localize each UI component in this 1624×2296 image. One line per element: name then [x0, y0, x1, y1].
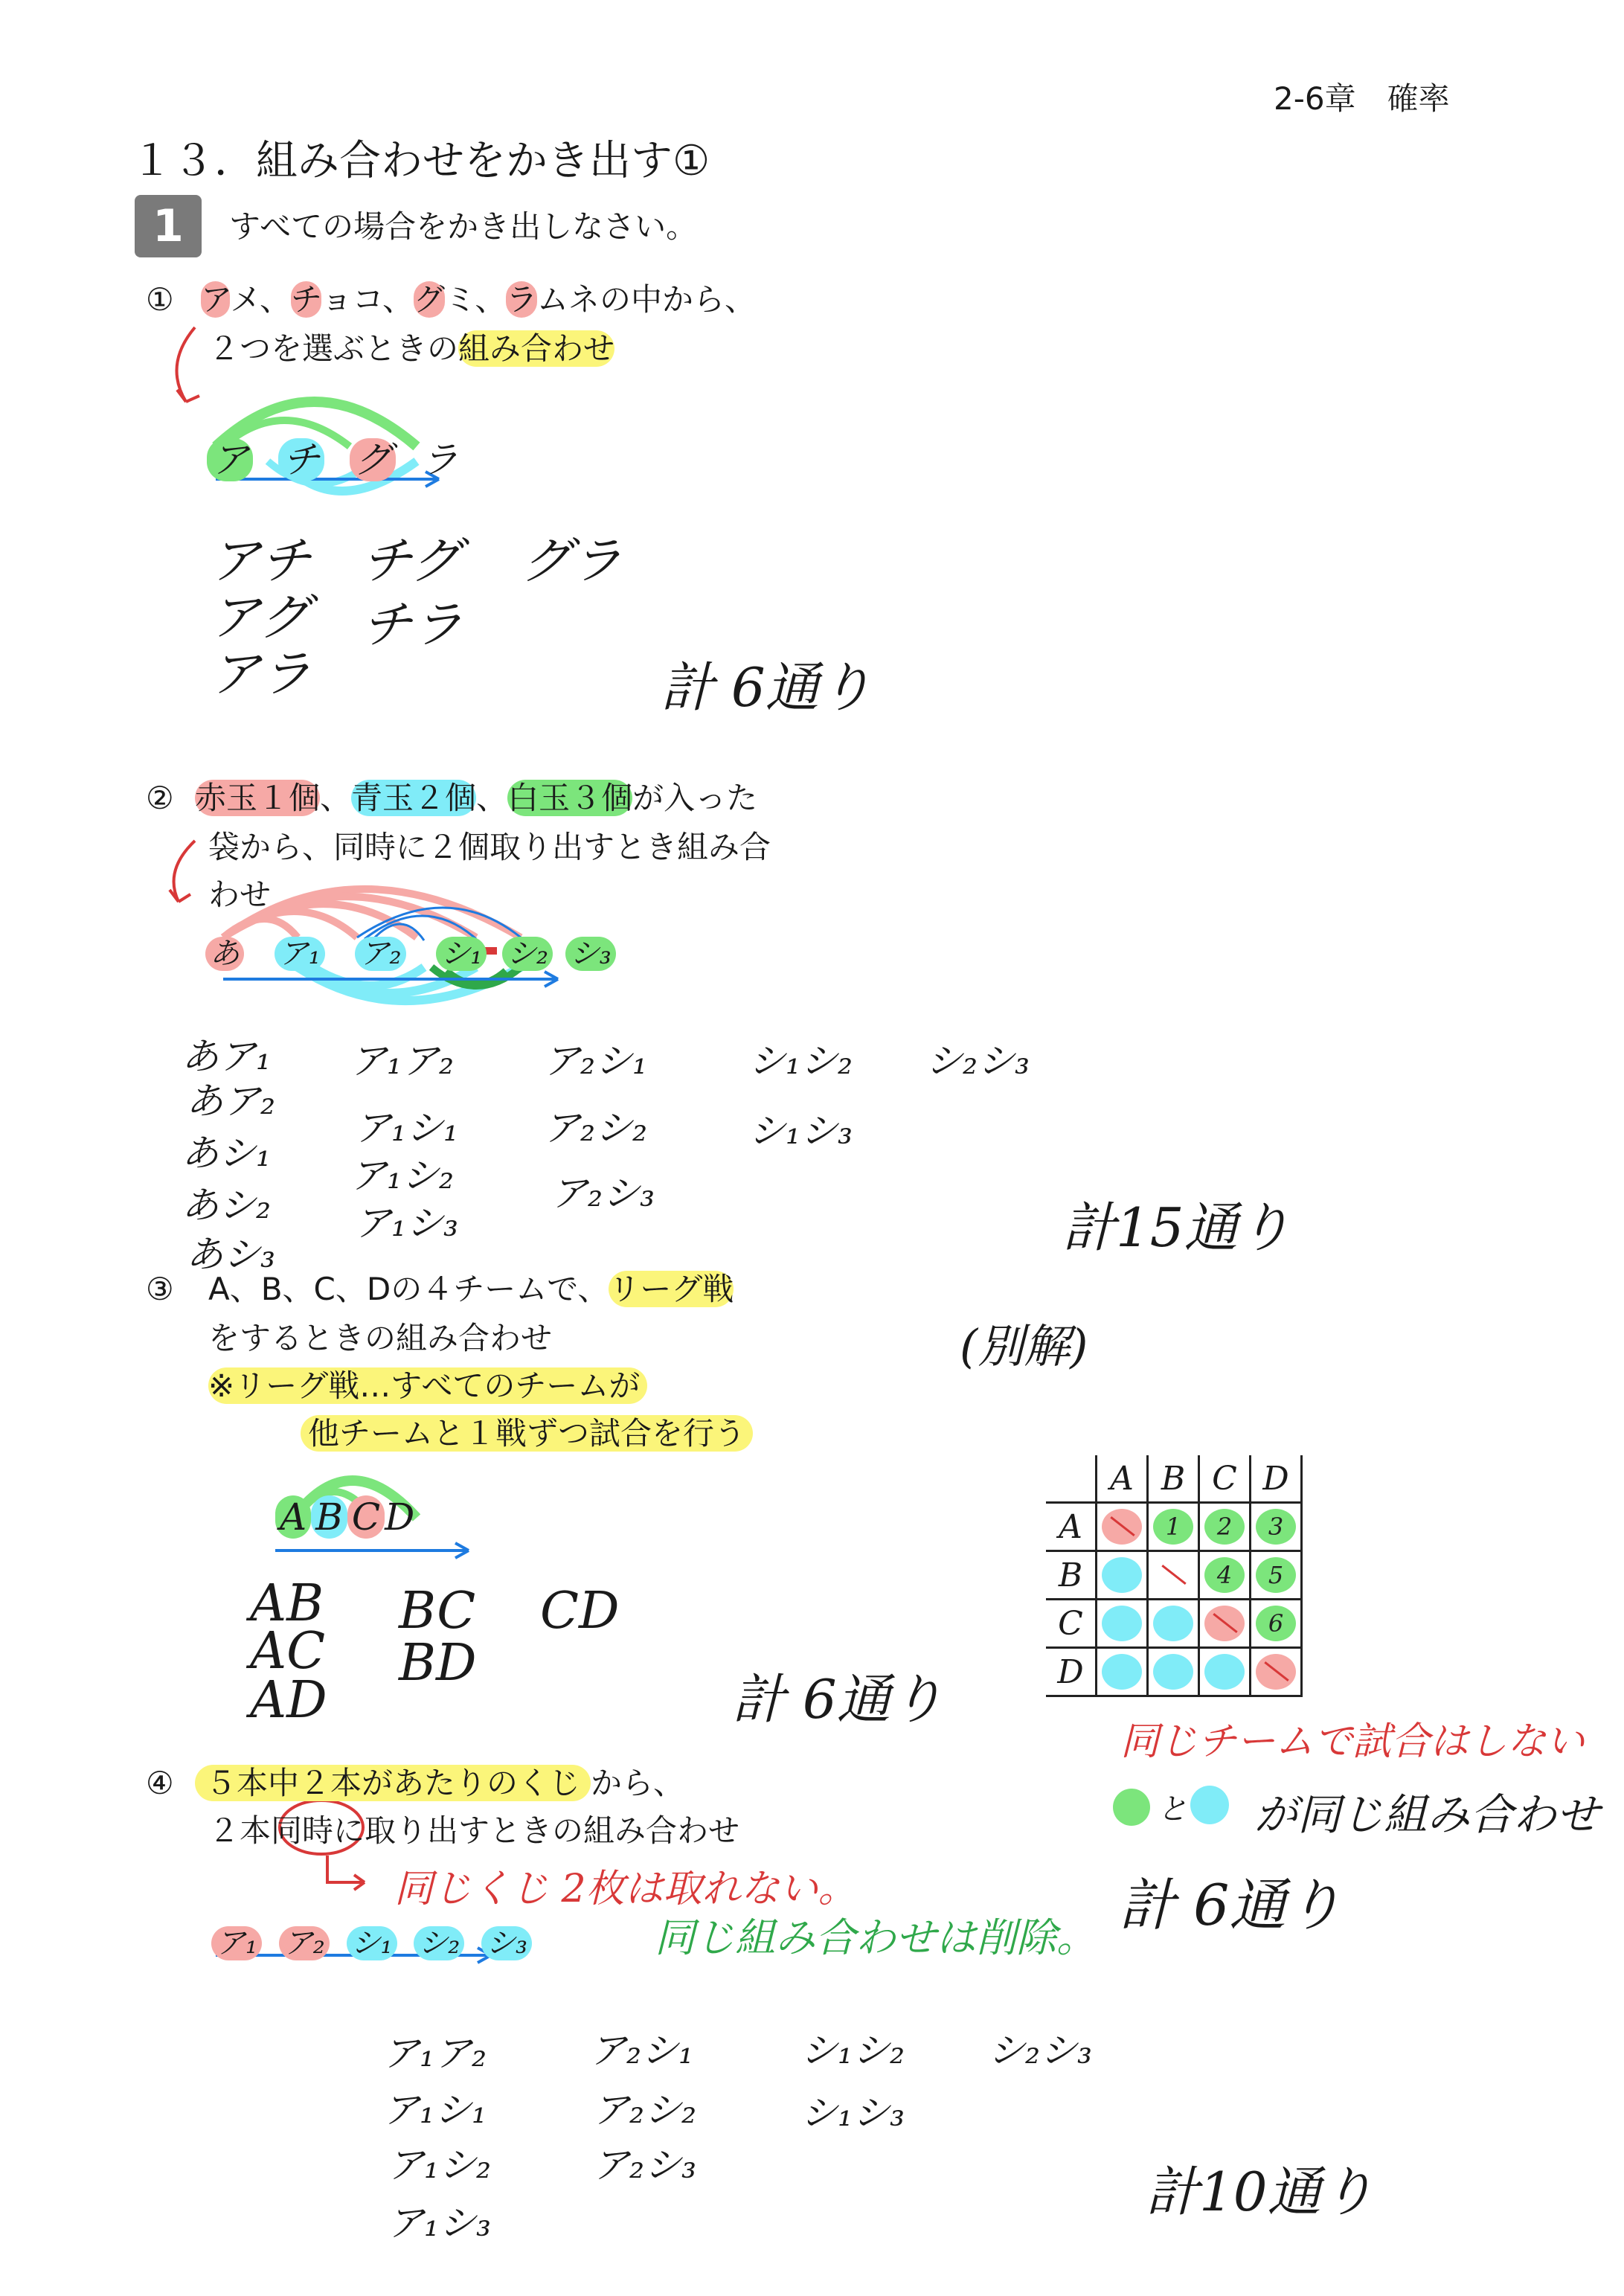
q1-answer: チグ [362, 532, 461, 591]
q3-total: 計 6通り [732, 1668, 944, 1731]
chapter-label: 2-6章 確率 [1274, 80, 1450, 117]
q2-node: シ₃ [565, 937, 616, 971]
q1-line1: アメ、チョコ、グミ、ラムネの中から、 [201, 281, 756, 318]
instruction: すべての場合をかき出しなさい。 [229, 208, 698, 245]
q3-note1: ※リーグ戦…すべてのチームが [208, 1370, 647, 1402]
q2-node: ア₁ [275, 937, 325, 971]
q4-answer: シ₂シ₃ [988, 2029, 1093, 2072]
q2-node: シ₁ [436, 937, 487, 971]
q3-note-no-self-match: 同じチームで試合はしない [1120, 1719, 1585, 1764]
q3-answer: BD [399, 1634, 477, 1693]
q2-line3: わせ [208, 876, 272, 913]
diagonal-cell [1153, 1557, 1193, 1593]
q1-item-gu: グ [414, 281, 446, 318]
q4-node: ア₁ [211, 1926, 262, 1960]
q4-node: シ₃ [481, 1926, 532, 1960]
q2-answer: あシ₂ [182, 1184, 272, 1227]
q2-node: シ₂ [502, 937, 553, 971]
q1-answer: アグ [210, 589, 309, 647]
q2-answer: シ₂シ₃ [925, 1039, 1030, 1083]
q2-answer: ア₁ア₂ [350, 1039, 455, 1083]
q2-red-ball: 赤玉１個 [195, 780, 321, 816]
q2-answer: ア₁シ₂ [350, 1154, 455, 1197]
q2-answer: ア₁シ₁ [354, 1106, 459, 1149]
q4-diagram [211, 1920, 532, 1962]
table-col-header: A [1097, 1455, 1148, 1503]
q4-answer: ア₁シ₁ [382, 2088, 487, 2132]
diagonal-cell [1204, 1606, 1245, 1641]
q4-answer: ア₁ア₂ [382, 2032, 487, 2075]
q2-answer: シ₁シ₃ [748, 1109, 853, 1152]
q2-line2: 袋から、同時に２個取り出すとき組み合 [208, 829, 771, 865]
table-row-header: A [1046, 1503, 1097, 1551]
match-cell: 2 [1204, 1509, 1245, 1545]
q1-highlight: 組み合わせ [458, 330, 615, 367]
q3-diagram [275, 1495, 414, 1539]
q2-answer: ア₂シ₃ [551, 1172, 655, 1215]
q1-answer: アラ [210, 645, 312, 704]
q3-answer: CD [540, 1582, 620, 1641]
duplicate-cell [1102, 1654, 1142, 1690]
q3-answer: AC [250, 1622, 326, 1681]
problem-badge: 1 [135, 195, 202, 257]
diagonal-cell [1256, 1654, 1296, 1690]
q3-node: C [347, 1495, 385, 1539]
duplicate-cell [1102, 1557, 1142, 1593]
q4-answer: ア₁シ₂ [387, 2143, 492, 2187]
q4-answer: ア₂シ₁ [589, 2029, 694, 2072]
duplicate-cell [1102, 1606, 1142, 1641]
q3-number: ③ [146, 1271, 174, 1307]
duplicate-cell [1204, 1654, 1245, 1690]
q1-node-gu: グ [350, 438, 396, 481]
q3-note-and: と [1158, 1792, 1187, 1827]
q2-answer: あシ₁ [182, 1132, 272, 1175]
q1-total: 計 6通り [661, 656, 873, 719]
q3-answer: AB [250, 1574, 324, 1633]
q1-item-ra: ラ [506, 281, 537, 318]
q4-answer: ア₁シ₃ [387, 2202, 492, 2245]
q2-diagram [205, 930, 616, 972]
q1-answer: アチ [210, 532, 312, 591]
table-col-header: D [1251, 1455, 1302, 1503]
q2-answer: あシ₃ [186, 1233, 276, 1276]
q3-line2: をするときの組み合わせ [208, 1320, 553, 1356]
q4-node: ア₂ [279, 1926, 330, 1960]
q1-answer: チラ [362, 596, 463, 655]
q2-answer: ア₂シ₁ [543, 1039, 648, 1083]
q4-number: ④ [146, 1765, 174, 1801]
q2-answer: ア₂シ₂ [543, 1106, 648, 1149]
q1-item-a: ア [201, 281, 231, 318]
q4-answer: ア₂シ₃ [592, 2143, 697, 2187]
q3-node: B [311, 1495, 347, 1539]
q1-line2: ２つを選ぶときの組み合わせ [208, 330, 615, 367]
q4-line2: ２本同時に取り出すときの組み合わせ [208, 1812, 740, 1849]
q3-alt-label: (別解) [960, 1319, 1088, 1373]
q3-league-table [1046, 1455, 1303, 1697]
q4-total: 計10通り [1146, 2161, 1375, 2223]
q3-alt-total: 計 6通り [1119, 1872, 1343, 1938]
q3-note2: 他チームと１戦ずつ試合を行う [301, 1418, 753, 1449]
q3-line1: A、B、C、Dの４チームで、リーグ戦 [208, 1271, 734, 1307]
q3-node: A [275, 1495, 311, 1539]
table-row-header: B [1046, 1551, 1097, 1600]
q4-answer: シ₁シ₂ [800, 2029, 905, 2072]
q4-answer: シ₁シ₃ [800, 2091, 905, 2135]
q4-node: シ₂ [414, 1926, 464, 1960]
q1-node-chi: チ [278, 438, 324, 481]
match-cell: 5 [1256, 1557, 1296, 1593]
q4-highlight: ５本中２本があたりのくじ [195, 1765, 591, 1801]
q3-node: D [385, 1495, 415, 1539]
q4-answer: ア₂シ₂ [592, 2088, 697, 2132]
q4-note-green: 同じ組み合わせは削除。 [655, 1914, 1097, 1961]
q4-line1: ５本中２本があたりのくじ から、 [195, 1768, 684, 1799]
q3-answer: AD [250, 1671, 327, 1730]
green-dot-icon [1113, 1789, 1150, 1826]
q2-number: ② [146, 780, 174, 816]
q2-red-arrow [174, 841, 195, 902]
diagonal-cell [1102, 1509, 1142, 1545]
q2-node: ア₂ [355, 937, 405, 971]
match-cell: 6 [1256, 1606, 1296, 1641]
q2-white-ball: 白玉３個 [507, 780, 633, 816]
match-cell: 4 [1204, 1557, 1245, 1593]
q2-answer: あア₁ [182, 1035, 272, 1078]
match-cell: 1 [1153, 1509, 1193, 1545]
q1-node-ra: ラ [420, 438, 458, 481]
q3-highlight: リーグ戦 [609, 1271, 734, 1307]
q3-answer: BC [399, 1582, 476, 1641]
cyan-dot-icon [1190, 1786, 1229, 1824]
table-row-header: D [1046, 1648, 1097, 1696]
q2-node: あ [205, 937, 244, 971]
q1-item-chi: チ [290, 281, 321, 318]
page-title: １３．組み合わせをかき出す① [131, 137, 710, 185]
q1-diagram [207, 430, 458, 484]
q4-note-red: 同じくじ 2枚は取れない。 [394, 1867, 857, 1911]
q2-blue-ball: 青玉２個 [351, 780, 477, 816]
q1-number: ① [146, 281, 174, 318]
q1-node-a: ア [207, 438, 253, 481]
q2-answer: あア₂ [186, 1080, 276, 1123]
duplicate-cell [1153, 1606, 1193, 1641]
table-row-header: C [1046, 1600, 1097, 1648]
q2-line1: 赤玉１個、青玉２個、白玉３個が入った [195, 780, 758, 816]
q3-note-same: が同じ組み合わせ [1254, 1789, 1600, 1840]
q4-circled-word: 同時に [271, 1812, 365, 1849]
q2-total: 計15通り [1062, 1196, 1291, 1259]
table-col-header: C [1199, 1455, 1251, 1503]
table-col-header: B [1148, 1455, 1199, 1503]
q2-answer: ア₁シ₃ [354, 1202, 459, 1245]
q4-node: シ₁ [347, 1926, 397, 1960]
q1-answer: グラ [521, 532, 623, 591]
duplicate-cell [1153, 1654, 1193, 1690]
q2-answer: シ₁シ₂ [748, 1039, 853, 1083]
match-cell: 3 [1256, 1509, 1296, 1545]
